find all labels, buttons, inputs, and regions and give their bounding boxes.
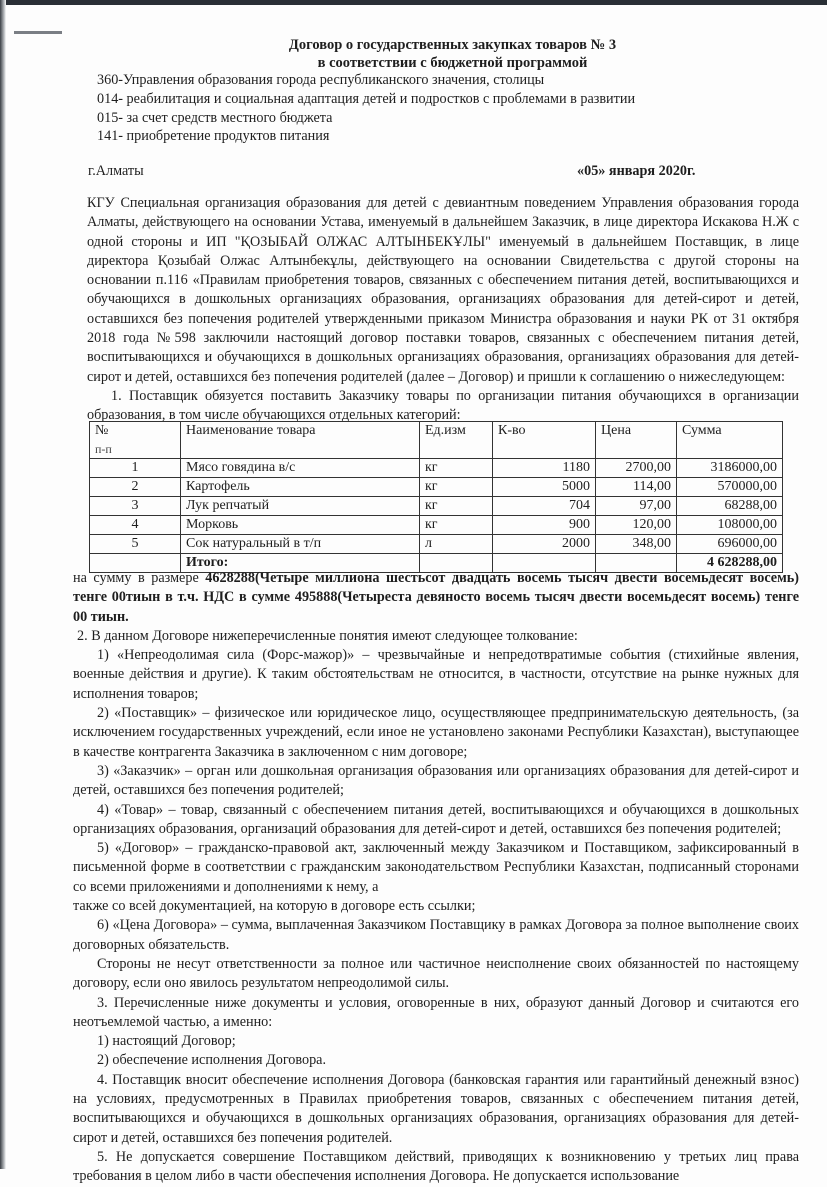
table-header-row [90, 422, 783, 459]
clause-2-item-1: 1) «Непреодолимая сила (Форс-мажор)» – чрезвычайные и непредотвратимые события (стихийные явления, военные действия и другие). К таким обстоятельствам не относится, в частности, отсутствие на рынке нужных для исполнения товаров; [73, 647, 799, 702]
col-price-header: Цена [596, 422, 677, 459]
row-price: 348,00 [596, 535, 677, 554]
row-sum: 570000,00 [677, 478, 783, 497]
row-name: Картофель [181, 478, 420, 497]
row-unit: кг [420, 497, 493, 516]
clause-2-item-2: 2) «Поставщик» – физическое или юридическое лицо, осуществляющее предпринимательскую деятельность, (за исключением государственных учреждений, если иное не установлено законами Республики Казахстан), выступающее в качестве контрагента Заказчика в заключенном с ним договоре; [73, 705, 799, 760]
document-title: Договор о государственных закупках товаров № 3 [288, 37, 617, 53]
row-qty: 704 [493, 497, 596, 516]
clause-1: 1. Поставщик обязуется поставить Заказчику товары по организации питания обучающихся в организации образования, в том числе обучающихся отдельных категорий: [87, 387, 799, 424]
row-num: 4 [90, 516, 181, 535]
preamble-block [87, 194, 799, 426]
col-name-header: Наименование товара [181, 422, 420, 459]
row-sum: 696000,00 [677, 535, 783, 554]
row-unit: кг [420, 516, 493, 535]
row-name: Мясо говядина в/с [181, 459, 420, 478]
budget-code-015: 015- за счет средств местного бюджета [97, 110, 333, 126]
clause-2-item-5: 5) «Договор» – гражданско-правовой акт, заключенный между Заказчиком и Поставщиком, зафиксированный в письменной форме в соответствии с гражданским законодательством Республики Казахстан, подписанный сторонами со всеми приложениями и дополнениями к нему, а [73, 840, 799, 895]
budget-code-141: 141- приобретение продуктов питания [97, 128, 330, 144]
row-qty: 5000 [493, 478, 596, 497]
contract-date: «05» января 2020г. [577, 163, 696, 179]
row-unit: кг [420, 478, 493, 497]
clause-4: 4. Поставщик вносит обеспечение исполнения Договора (банковская гарантия или гарантийный денежный взнос) на условиях, предусмотренных в Правилах приобретения товаров, связанных с обеспечением питания детей, воспитывающихся и обучающихся в дошкольных организациях образования, организациях образования для детей-сирот и детей, оставшихся без попечения родителей. [73, 1071, 799, 1146]
row-price: 2700,00 [596, 459, 677, 478]
amount-text: на сумму в размере 4628288(Четыре миллиона шестьсот двадцать восемь тысяч двести восемьдесят восемь) тенге 00тиын в т.ч. НДС в сумме 495888(Четыреста девяносто восемь тысяч двести восемьдесят восемь) тенге 00 тиын. [73, 570, 799, 625]
row-qty: 1180 [493, 459, 596, 478]
table-row [90, 516, 783, 535]
row-qty: 2000 [493, 535, 596, 554]
table-row [90, 497, 783, 516]
col-num-header: № п-п [90, 422, 181, 459]
clause-2-item-6: 6) «Цена Договора» – сумма, выплаченная Заказчиком Поставщику в рамках Договора за полное выполнение своих договорных обязательств. [73, 917, 799, 953]
row-num: 5 [90, 535, 181, 554]
row-unit: л [420, 535, 493, 554]
budget-code-360: 360-Управления образования города республиканского значения, столицы [97, 72, 545, 88]
row-price: 114,00 [596, 478, 677, 497]
budget-code-014: 014- реабилитация и социальная адаптация детей и подростков с проблемами в развитии [97, 91, 636, 107]
col-sum-header: Сумма [677, 422, 783, 459]
row-name: Морковь [181, 516, 420, 535]
clause-3-item-2: 2) обеспечение исполнения Договора. [97, 1052, 327, 1069]
preamble: КГУ Специальная организация образования для детей с девиантным поведением Управления образования города Алматы, действующего на основании Устава, именуемый в дальнейшем Заказчик, в лице директора Искакова Н.Ж с одной стороны и ИП "ҚОЗЫБАЙ ОЛЖАС АЛТЫНБЕКҰЛЫ" именуемый в дальнейшем Поставщик, в лице директора Қозыбай Олжас Алтынбекұлы, действующего на основании Свидетельства с другой стороны на основании п.116 «Правилам приобретения товаров, связанных с обеспечением питания детей, воспитывающихся и обучающихся в дошкольных организациях образования, организациях образования для детей-сирот и детей, оставшихся без попечения родителей утвержденными приказом Министра образования и науки РК от 31 октября 2018 года №598 заключили настоящий договор поставки товаров, связанных с обеспечением питания детей, воспитывающихся и обучающихся в дошкольных организациях образования, организациях образования для детей-сирот и детей, оставшихся без попечения родителей (далее – Договор) и пришли к соглашению о нижеследующем: [87, 195, 799, 385]
city: г.Алматы [88, 163, 144, 179]
clause-2-item-4: 4) «Товар» – товар, связанный с обеспечением питания детей, воспитывающихся и обучающихся в дошкольных организациях образования, организаций образования для детей-сирот и детей, оставшихся без попечения родителей; [73, 801, 799, 837]
row-name: Сок натуральный в т/п [181, 535, 420, 554]
col-unit-header: Ед.изм [420, 422, 493, 459]
row-sum: 108000,00 [677, 516, 783, 535]
clause-2-intro: 2. В данном Договоре нижеперечисленные понятия имеют следующее толкование: [77, 627, 578, 644]
row-sum: 68288,00 [677, 497, 783, 516]
total-label: Итого: [181, 554, 420, 573]
body-block [73, 569, 799, 1187]
row-num: 3 [90, 497, 181, 516]
row-unit: кг [420, 459, 493, 478]
total-value: 4 628288,00 [677, 554, 783, 573]
row-num: 2 [90, 478, 181, 497]
row-price: 120,00 [596, 516, 677, 535]
row-price: 97,00 [596, 497, 677, 516]
table-row [90, 459, 783, 478]
row-sum: 3186000,00 [677, 459, 783, 478]
row-num: 1 [90, 459, 181, 478]
clause-3-intro: 3. Перечисленные ниже документы и условия, оговоренные в них, образуют данный Договор и считаются его неотъемлемой частью, а именно: [73, 994, 799, 1030]
goods-table [89, 421, 783, 573]
table-row [90, 478, 783, 497]
document-subtitle: в соответствии с бюджетной программой [317, 55, 588, 71]
clause-2-item-5-cont: также со всей документацией, на которую в договоре есть ссылки; [73, 898, 476, 915]
clause-2-item-3: 3) «Заказчик» – орган или дошкольная организация образования или организациях образования для детей-сирот и детей, оставшихся без попечения родителей; [73, 762, 799, 799]
table-row [90, 535, 783, 554]
clause-5: 5. Не допускается совершение Поставщиком действий, приводящих к возникновению у третьих лиц права требования в целом либо в части обеспечения исполнения Договора. Не допускается использование [73, 1148, 799, 1185]
clause-3-item-1: 1) настоящий Договор; [97, 1033, 236, 1050]
row-qty: 900 [493, 516, 596, 535]
col-qty-header: К-во [493, 422, 596, 459]
force-majeure-note: Стороны не несут ответственности за полное или частичное неисполнение своих обязанностей по настоящему договору, если оно явилось результатом непреодолимой силы. [73, 955, 799, 992]
row-name: Лук репчатый [181, 497, 420, 516]
